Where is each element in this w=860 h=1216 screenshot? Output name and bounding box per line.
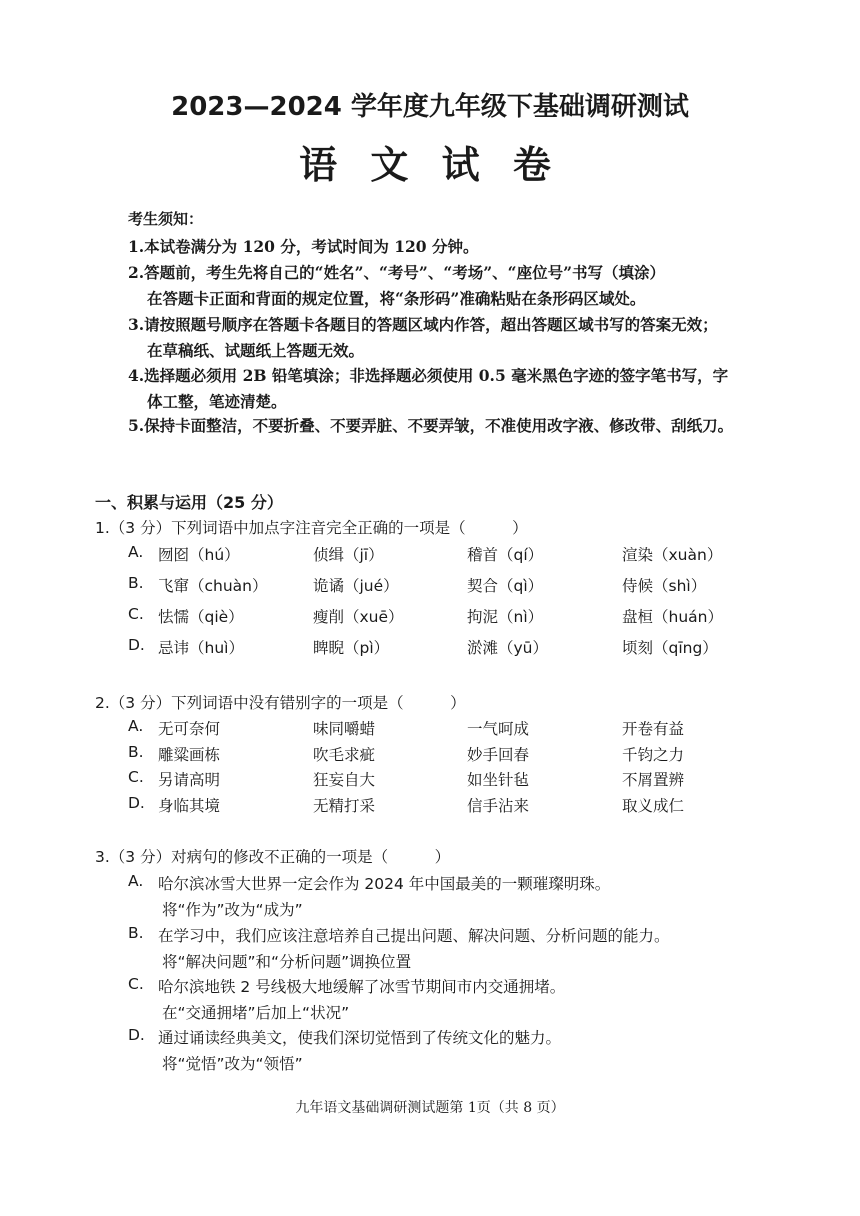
option-fix: 在“交通拥堵”后加上“状况” [162,1004,350,1022]
option-label: B. [128,574,144,592]
option-sentence: 哈尔滨地铁 2 号线极大地缓解了冰雪节期间市内交通拥堵。 [158,978,566,996]
option-word: 顷刻（qīng） [622,639,718,657]
page-footer: 九年语文基础调研测试题第 1页（共 8 页） [295,1100,565,1116]
option-word: 妙手回春 [467,746,530,764]
option-label: B. [128,743,144,761]
option-word: 信手沾来 [467,797,530,815]
option-word: 吹毛求疵 [313,746,376,764]
option-word: 如坐针毡 [467,771,530,789]
option-label: A. [128,872,144,890]
question-2-stem: 2.（3 分）下列词语中没有错别字的一项是（ ） [95,694,466,712]
option-word: 稽首（qí） [467,546,544,564]
option-word: 忌讳（huì） [158,639,244,657]
option-word: 诡谲（jué） [313,577,399,595]
option-sentence: 在学习中，我们应该注意培养自己提出问题、解决问题、分析问题的能力。 [158,927,670,945]
notice-item: 4.选择题必须用 2B 铅笔填涂；非选择题必须使用 0.5 毫米黑色字迹的签字笔书写，字 [128,366,729,385]
option-fix: 将“解决问题”和“分析问题”调换位置 [162,953,412,971]
option-word: 开卷有益 [622,720,685,738]
option-word: 千钧之力 [622,746,685,764]
option-word: 瘦削（xuē） [313,608,404,626]
notice-item: 在草稿纸、试题纸上答题无效。 [147,341,365,360]
option-label: A. [128,543,144,561]
notice-item: 3.请按照题号顺序在答题卡各题目的答题区域内作答，超出答题区域书写的答案无效； [128,315,718,334]
notice-item: 体工整，笔迹清楚。 [147,392,287,411]
option-label: D. [128,1026,145,1044]
option-label: C. [128,605,144,623]
option-word: 狂妄自大 [313,771,376,789]
option-label: D. [128,794,145,812]
option-word: 拘泥（nì） [467,608,544,626]
option-word: 雕粱画栋 [158,746,221,764]
option-word: 味同嚼蜡 [313,720,376,738]
option-word: 另请高明 [158,771,221,789]
option-word: 侦缉（jī） [313,546,384,564]
exam-subtitle: 语 文 试 卷 [299,142,561,187]
option-word: 怯懦（qiè） [158,608,244,626]
notice-item: 在答题卡正面和背面的规定位置，将“条形码”准确粘贴在条形码区域处。 [147,289,646,308]
option-label: A. [128,717,144,735]
option-word: 飞窜（chuàn） [158,577,268,595]
option-word: 睥睨（pì） [313,639,390,657]
section-heading: 一、积累与运用（25 分） [95,493,283,512]
option-sentence: 通过诵读经典美文，使我们深切觉悟到了传统文化的魅力。 [158,1029,562,1047]
option-word: 淤滩（yū） [467,639,548,657]
option-label: D. [128,636,145,654]
option-word: 盘桓（huán） [622,608,723,626]
option-label: C. [128,975,144,993]
option-word: 身临其境 [158,797,221,815]
option-fix: 将“作为”改为“成为” [162,901,303,919]
option-word: 不屑置辨 [622,771,685,789]
option-fix: 将“觉悟”改为“领悟” [162,1055,303,1073]
option-label: C. [128,768,144,786]
option-word: 无可奈何 [158,720,221,738]
option-word: 侍候（shì） [622,577,707,595]
question-3-stem: 3.（3 分）对病句的修改不正确的一项是（ ） [95,848,451,866]
option-word: 渲染（xuàn） [622,546,723,564]
notice-item: 1.本试卷满分为 120 分，考试时间为 120 分钟。 [128,237,479,256]
question-1-stem: 1.（3 分）下列词语中加点字注音完全正确的一项是（ ） [95,519,528,537]
notice-item: 5.保持卡面整洁，不要折叠、不要弄脏、不要弄皱，不准使用改字液、修改带、刮纸刀。 [128,416,734,435]
option-label: B. [128,924,144,942]
option-sentence: 哈尔滨冰雪大世界一定会作为 2024 年中国最美的一颗璀璨明珠。 [158,875,611,893]
option-word: 取义成仁 [622,797,685,815]
option-word: 无精打采 [313,797,376,815]
option-word: 一气呵成 [467,720,530,738]
option-word: 囫囵（hú） [158,546,240,564]
notice-item: 2.答题前，考生先将自己的“姓名”、“考号”、“考场”、“座位号”书写（填涂） [128,263,666,282]
notice-heading: 考生须知： [128,210,204,228]
exam-title: 2023—2024 学年度九年级下基础调研测试 [171,92,689,122]
option-word: 契合（qì） [467,577,544,595]
